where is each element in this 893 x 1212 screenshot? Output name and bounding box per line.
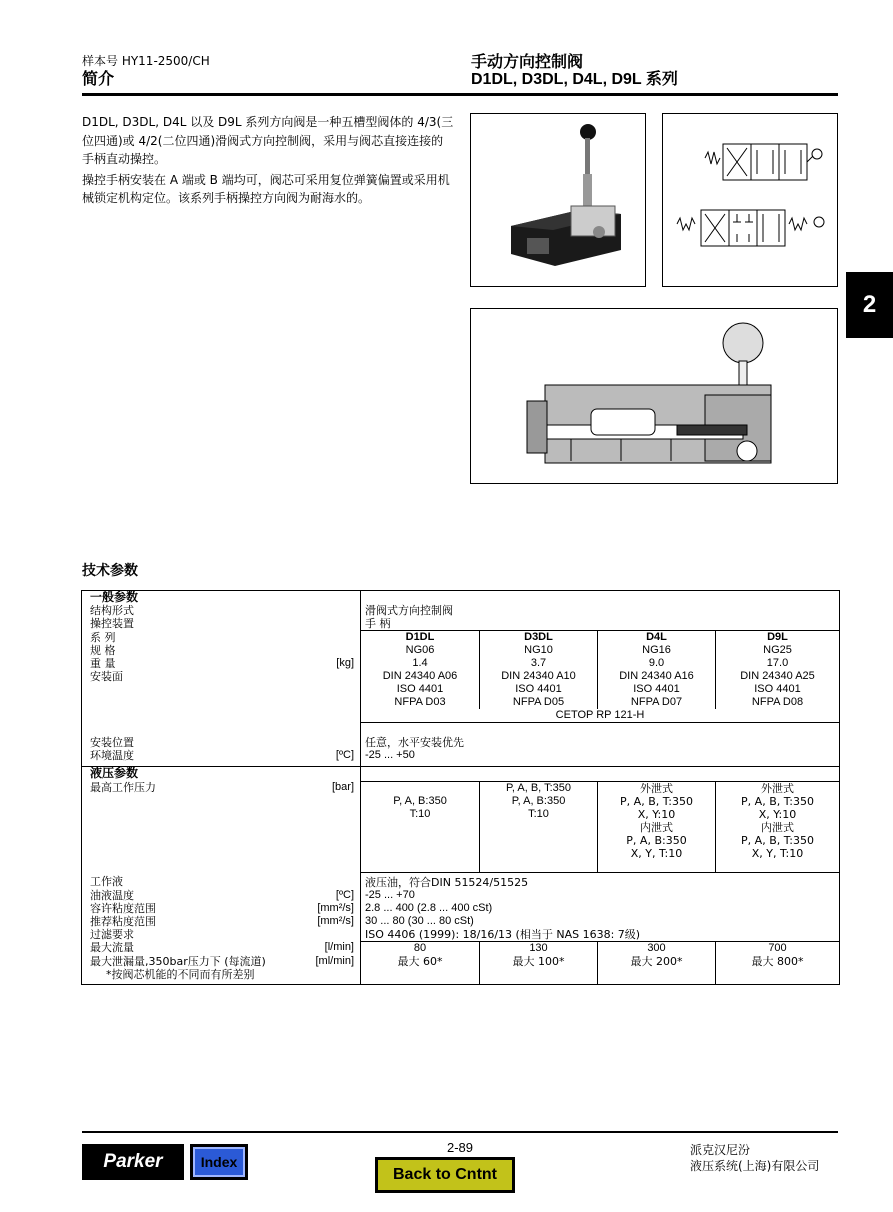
filter-value: ISO 4406 (1999): 18/16/13 (相当于 NAS 1638: 7级) [361, 928, 840, 942]
mounting-value: 任意，水平安装优先 [361, 736, 840, 749]
product-title: 手动方向控制阀 [471, 52, 584, 71]
model-cell: D3DL [480, 631, 598, 645]
size-cell: NG16 [598, 644, 716, 657]
footnote: *按阀芯机能的不同而有所差别 [82, 968, 361, 985]
table-row [82, 915, 840, 928]
visc-recommended-unit: [mm²/s] [317, 914, 354, 927]
pressure-unit: [bar] [331, 781, 354, 793]
intro-paragraph-1: D1DL, D3DL, D4L 以及 D9L 系列方向阀是一种五槽型阀体的 4/3(三位四通)或 4/2(二位四通)滑阀式方向控制阀，采用与阀芯直接连接的手柄直动操控。 [82, 115, 454, 166]
table-row [82, 928, 840, 942]
back-to-contents-button[interactable]: Back to Cntnt [375, 1157, 515, 1193]
oil-temp-value: -25 ... +70 [361, 889, 840, 902]
size-label: 规 格 [82, 644, 361, 657]
visc-permitted-unit: [mm²/s] [317, 901, 354, 914]
intro-text [82, 113, 454, 210]
valve-section-drawing [470, 308, 838, 484]
company-line-2: 液压系统(上海)有限公司 [690, 1159, 820, 1173]
visc-recommended-label: 推荐粘度范围 [mm²/s] [82, 915, 361, 928]
table-row [82, 657, 840, 670]
table-row [82, 591, 840, 605]
pressure-cell: 外泄式 P, A, B, T:350 X, Y:10 内泄式 P, A, B, T:350 X, Y, T:10 [716, 781, 840, 872]
footer-rule [82, 1131, 838, 1133]
pressure-cell: P, A, B:350 T:10 [361, 781, 480, 872]
weight-unit: [kg] [336, 657, 354, 669]
header-rule [82, 93, 838, 96]
size-cell: NG06 [361, 644, 480, 657]
flow-cell: 300 [598, 941, 716, 955]
table-row [82, 709, 840, 723]
actuation-label: 操控装置 [82, 617, 361, 631]
visc-permitted-value: 2.8 ... 400 (2.8 ... 400 cSt) [361, 902, 840, 915]
interface-cell: DIN 24340 A10 ISO 4401 NFPA D05 [480, 670, 598, 709]
fluid-label: 工作液 [82, 872, 361, 889]
pressure-label: 最高工作压力 [bar] [82, 781, 361, 872]
weight-cell: 9.0 [598, 657, 716, 670]
weight-label: 重 量 [kg] [82, 657, 361, 670]
flow-unit: [l/min] [324, 941, 354, 953]
leakage-cell: 最大 800* [716, 955, 840, 968]
table-row [82, 604, 840, 617]
parker-logo[interactable]: Parker [82, 1144, 184, 1180]
company-line-1: 派克汉尼汾 [690, 1143, 751, 1157]
table-row [82, 781, 840, 872]
leakage-label: 最大泄漏量,350bar压力下 (每流道) [ml/min] [82, 955, 361, 968]
table-row [82, 902, 840, 915]
visc-recommended-value: 30 ... 80 (30 ... 80 cSt) [361, 915, 840, 928]
chapter-tab: 2 [846, 272, 893, 338]
general-params-header: 一般参数 [82, 591, 361, 605]
interface-cell: DIN 24340 A25 ISO 4401 NFPA D08 [716, 670, 840, 709]
oil-temp-label: 油液温度 [ºC] [82, 889, 361, 902]
hydraulic-params-header: 液压参数 [82, 766, 361, 781]
series-label: 系 列 [82, 631, 361, 645]
pressure-cell: 外泄式 P, A, B, T:350 X, Y:10 内泄式 P, A, B:350 X, Y, T:10 [598, 781, 716, 872]
model-cell: D9L [716, 631, 840, 645]
table-row [82, 749, 840, 767]
flow-cell: 700 [716, 941, 840, 955]
ambient-value: -25 ... +50 [361, 749, 840, 767]
flow-cell: 80 [361, 941, 480, 955]
ambient-label: 环境温度 [ºC] [82, 749, 361, 767]
interface-cell: DIN 24340 A06 ISO 4401 NFPA D03 [361, 670, 480, 709]
table-row [82, 941, 840, 955]
table-row [82, 617, 840, 631]
table-row [82, 968, 840, 985]
company-name [690, 1142, 819, 1174]
size-cell: NG10 [480, 644, 598, 657]
flow-cell: 130 [480, 941, 598, 955]
mounting-label: 安装位置 [82, 736, 361, 749]
leakage-cell: 最大 200* [598, 955, 716, 968]
model-cell: D4L [598, 631, 716, 645]
table-row [82, 736, 840, 749]
table-row [82, 631, 840, 645]
product-series: D1DL, D3DL, D4L, D9L 系列 [471, 71, 678, 88]
table-row [82, 955, 840, 968]
flow-label: 最大流量 [l/min] [82, 941, 361, 955]
intro-paragraph-2: 操控手柄安装在 A 端或 B 端均可，阀芯可采用复位弹簧偏置或采用机械锁定机构定位。该系列手柄操控方向阀为耐海水的。 [82, 172, 450, 205]
size-cell: NG25 [716, 644, 840, 657]
table-row [82, 889, 840, 902]
actuation-value: 手 柄 [361, 617, 840, 631]
page-number: 2-89 [446, 1140, 474, 1155]
spec-table [81, 590, 840, 985]
table-row [82, 644, 840, 657]
catalog-number: 样本号 HY11-2500/CH [82, 54, 210, 68]
leakage-cell: 最大 100* [480, 955, 598, 968]
leakage-cell: 最大 60* [361, 955, 480, 968]
spec-section-title: 技术参数 [82, 563, 138, 579]
design-label: 结构形式 [82, 604, 361, 617]
table-row [82, 766, 840, 781]
table-row [82, 723, 840, 736]
leakage-unit: [ml/min] [315, 954, 354, 967]
model-cell: D1DL [361, 631, 480, 645]
oil-temp-unit: [ºC] [335, 888, 354, 901]
interface-label: 安装面 [82, 670, 361, 709]
weight-cell: 17.0 [716, 657, 840, 670]
product-photo [470, 113, 646, 287]
hydraulic-symbol-diagram [662, 113, 838, 287]
index-button[interactable]: Index [190, 1144, 248, 1180]
pressure-cell: P, A, B, T:350 P, A, B:350 T:10 [480, 781, 598, 872]
cetop-value: CETOP RP 121-H [361, 709, 840, 723]
weight-cell: 1.4 [361, 657, 480, 670]
filter-label: 过滤要求 [82, 928, 361, 942]
interface-cell: DIN 24340 A16 ISO 4401 NFPA D07 [598, 670, 716, 709]
ambient-unit: [ºC] [335, 748, 354, 761]
section-title: 简介 [82, 69, 115, 88]
table-row [82, 872, 840, 889]
fluid-value: 液压油，符合DIN 51524/51525 [361, 872, 840, 889]
weight-cell: 3.7 [480, 657, 598, 670]
design-value: 滑阀式方向控制阀 [361, 604, 840, 617]
visc-permitted-label: 容许粘度范围 [mm²/s] [82, 902, 361, 915]
table-row [82, 670, 840, 709]
